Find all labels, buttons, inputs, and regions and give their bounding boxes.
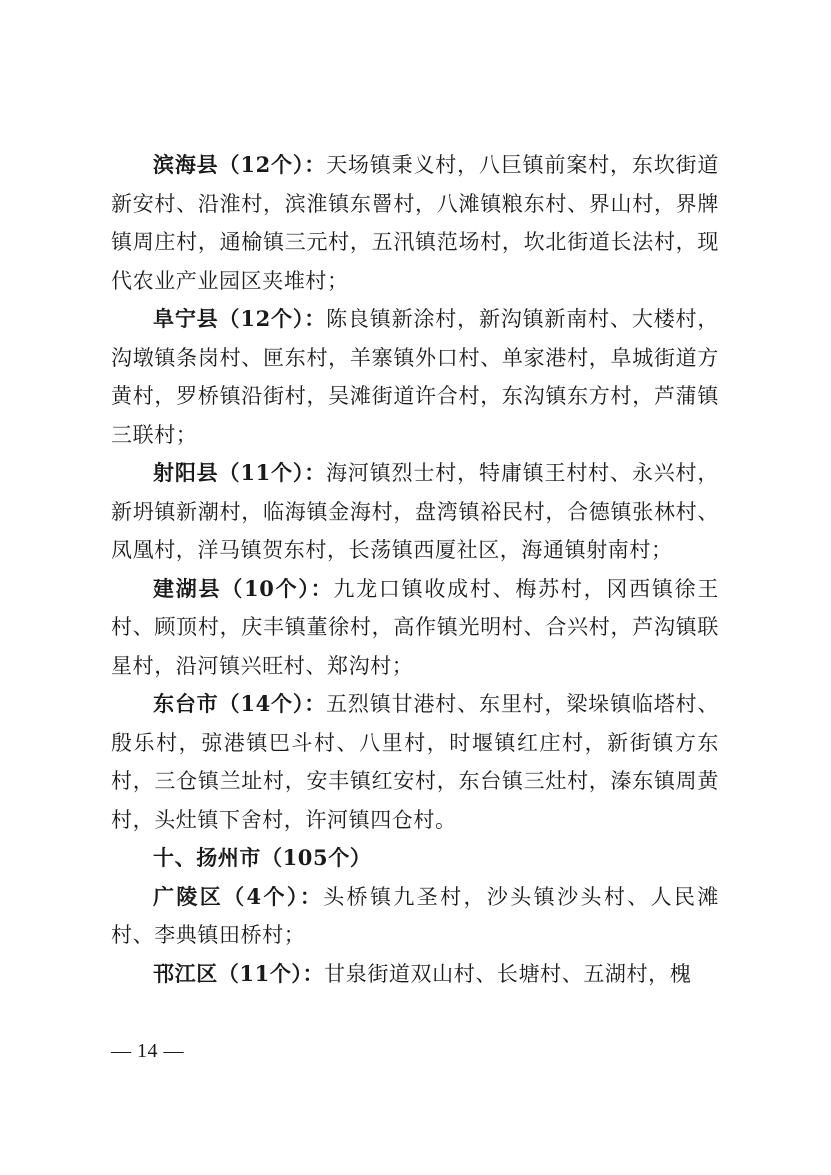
county-heading: 建湖县（10个）：: [153, 575, 334, 601]
county-heading: 射阳县（11个）：: [153, 460, 327, 485]
county-paragraph-binhai: [111, 146, 719, 300]
county-paragraph-funing: [111, 300, 719, 454]
district-paragraph-guangling: [111, 878, 719, 955]
village-list: 甘泉街道双山村、长塘村、五湖村，槐: [324, 961, 692, 986]
village-list: 陈良镇新涂村，新沟镇新南村、大楼村，沟墩镇条岗村、匣东村，羊寨镇外口村、单家港村，阜城街道方黄村，罗桥镇沿街村，吴滩街道许合村，东沟镇东方村，芦蒲镇三联村；: [111, 307, 719, 447]
district-heading: 邗江区（11个）：: [153, 960, 325, 986]
district-heading: 广陵区（4个）：: [153, 883, 324, 909]
document-body: [111, 146, 719, 993]
county-heading: 滨海县（12个）：: [153, 152, 327, 177]
village-list: 五烈镇甘港村、东里村，梁垛镇临塔村、殷乐村，弶港镇巴斗村、八里村，时堰镇红庄村，新街镇方东村，三仓镇兰址村，安丰镇红安村，东台镇三灶村，溱东镇周黄村，头灶镇下舍村，许河镇四仓村。: [111, 692, 719, 832]
county-heading: 东台市（14个）：: [153, 691, 327, 716]
village-list: 天场镇秉义村，八巨镇前案村，东坎街道新安村、沿淮村，滨淮镇东罾村，八滩镇粮东村、界山村，界牌镇周庄村，通榆镇三元村，五汛镇范场村，坎北街道长法村，现代农业产业园区夹堆村；: [111, 153, 719, 293]
village-list: 海河镇烈士村，特庸镇王村村、永兴村，新坍镇新潮村，临海镇金海村，盘湾镇裕民村，合德镇张林村、凤凰村，洋马镇贺东村，长荡镇西厦社区，海通镇射南村；: [111, 461, 719, 562]
section-heading-yangzhou: 十、扬州市（105个）: [153, 845, 372, 870]
county-heading: 阜宁县（12个）：: [153, 306, 327, 331]
village-list: 九龙口镇收成村、梅苏村，冈西镇徐王村、顾顶村，庆丰镇董徐村，高作镇光明村、合兴村，芦沟镇联星村，沿河镇兴旺村、郑沟村；: [111, 576, 720, 678]
county-paragraph-jianhu: [111, 570, 719, 686]
village-list: 头桥镇九圣村，沙头镇沙头村、人民滩村、李典镇田桥村；: [111, 884, 719, 947]
county-paragraph-dongtai: [111, 685, 719, 839]
district-paragraph-hanjiang: [111, 955, 719, 994]
page-number: — 14 —: [111, 1040, 184, 1062]
county-paragraph-sheyang: [111, 454, 719, 570]
